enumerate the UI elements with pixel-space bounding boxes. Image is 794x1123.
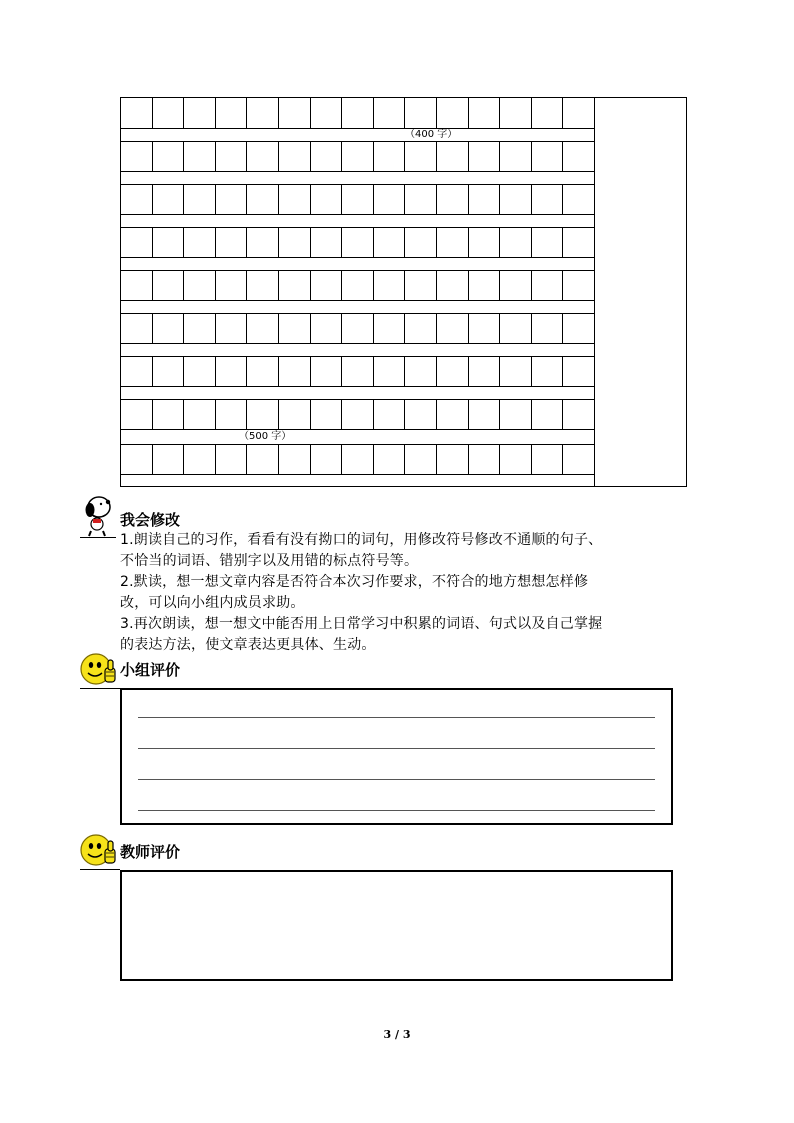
thumbs-up-smiley-icon <box>79 651 119 689</box>
grid-cell[interactable] <box>121 313 153 344</box>
grid-cell[interactable] <box>500 270 532 301</box>
grid-cell[interactable] <box>469 356 501 387</box>
grid-cell[interactable] <box>563 98 594 129</box>
grid-cell[interactable] <box>247 141 279 172</box>
grid-cell[interactable] <box>153 444 185 475</box>
grid-cell[interactable] <box>437 141 469 172</box>
grid-cell[interactable] <box>500 184 532 215</box>
teacher-eval-title: 教师评价 <box>120 843 181 861</box>
grid-cell[interactable] <box>500 227 532 258</box>
grid-cell[interactable] <box>279 227 311 258</box>
grid-cell[interactable] <box>216 356 248 387</box>
writing-grid <box>120 97 687 487</box>
grid-cell[interactable] <box>532 98 564 129</box>
grid-row <box>121 270 594 301</box>
grid-cell[interactable] <box>311 98 343 129</box>
grid-cell[interactable] <box>311 184 343 215</box>
grid-cell[interactable] <box>279 184 311 215</box>
grid-cell[interactable] <box>247 356 279 387</box>
grid-row <box>121 141 594 172</box>
grid-cell[interactable] <box>216 184 248 215</box>
grid-cell[interactable] <box>469 141 501 172</box>
grid-cell[interactable] <box>374 313 406 344</box>
grid-cell[interactable] <box>121 98 153 129</box>
page-number: 3 / 3 <box>383 1028 411 1041</box>
group-eval-title: 小组评价 <box>120 661 181 679</box>
grid-cell[interactable] <box>532 184 564 215</box>
title-underline <box>80 537 116 538</box>
grid-cell[interactable] <box>279 399 311 430</box>
grid-cell[interactable] <box>184 270 216 301</box>
grid-cell[interactable] <box>437 313 469 344</box>
grid-cell[interactable] <box>247 270 279 301</box>
grid-cell[interactable] <box>532 399 564 430</box>
grid-cell[interactable] <box>342 184 374 215</box>
grid-cell[interactable] <box>342 313 374 344</box>
grid-cell[interactable] <box>469 313 501 344</box>
grid-cell[interactable] <box>532 356 564 387</box>
grid-cell[interactable] <box>437 98 469 129</box>
grid-cell[interactable] <box>216 270 248 301</box>
grid-cell[interactable] <box>405 98 437 129</box>
grid-cell[interactable] <box>342 141 374 172</box>
grid-cell[interactable] <box>184 227 216 258</box>
grid-cell[interactable] <box>153 227 185 258</box>
grid-cell[interactable] <box>184 399 216 430</box>
grid-cell[interactable] <box>342 444 374 475</box>
grid-cell[interactable] <box>311 399 343 430</box>
grid-cell[interactable] <box>469 399 501 430</box>
grid-cell[interactable] <box>121 227 153 258</box>
grid-cell[interactable] <box>437 270 469 301</box>
grid-cell[interactable] <box>374 399 406 430</box>
grid-cell[interactable] <box>153 313 185 344</box>
grid-cell[interactable] <box>374 184 406 215</box>
grid-cell[interactable] <box>405 184 437 215</box>
grid-cell[interactable] <box>374 356 406 387</box>
grid-cell[interactable] <box>342 399 374 430</box>
grid-cell[interactable] <box>311 141 343 172</box>
grid-cell[interactable] <box>500 444 532 475</box>
grid-cell[interactable] <box>153 98 185 129</box>
grid-cell[interactable] <box>216 141 248 172</box>
grid-cell[interactable] <box>342 227 374 258</box>
grid-cell[interactable] <box>279 141 311 172</box>
thumbs-up-smiley-icon <box>79 832 119 870</box>
grid-cell[interactable] <box>405 270 437 301</box>
grid-row <box>121 98 594 129</box>
revise-line: 3.再次朗读，想一想文中能否用上日常学习中积累的词语、句式以及自己掌握 <box>120 616 603 632</box>
grid-cell[interactable] <box>469 444 501 475</box>
writing-line <box>138 779 655 780</box>
title-underline <box>80 688 120 689</box>
grid-cell[interactable] <box>469 270 501 301</box>
grid-cell[interactable] <box>563 184 594 215</box>
grid-cell[interactable] <box>311 356 343 387</box>
grid-cell[interactable] <box>311 444 343 475</box>
teacher-eval-box[interactable] <box>120 870 673 981</box>
grid-cell[interactable] <box>532 313 564 344</box>
grid-cell[interactable] <box>121 270 153 301</box>
grid-cell[interactable] <box>469 184 501 215</box>
grid-cell[interactable] <box>532 270 564 301</box>
grid-cell[interactable] <box>405 313 437 344</box>
grid-cell[interactable] <box>216 399 248 430</box>
grid-cell[interactable] <box>153 141 185 172</box>
grid-cell[interactable] <box>121 356 153 387</box>
grid-cell[interactable] <box>279 98 311 129</box>
grid-cell[interactable] <box>500 141 532 172</box>
grid-cell[interactable] <box>153 184 185 215</box>
revise-line: 的表达方法，使文章表达更具体、生动。 <box>120 637 376 653</box>
grid-cell[interactable] <box>216 313 248 344</box>
writing-line <box>138 717 655 718</box>
grid-cell[interactable] <box>405 399 437 430</box>
revise-line: 1.朗读自己的习作，看看有没有拗口的词句，用修改符号修改不通顺的句子、 <box>120 532 603 548</box>
grid-cell[interactable] <box>121 141 153 172</box>
grid-cell[interactable] <box>247 444 279 475</box>
grid-cell[interactable] <box>184 356 216 387</box>
grid-cell[interactable] <box>279 270 311 301</box>
grid-cell[interactable] <box>216 444 248 475</box>
grid-cell[interactable] <box>184 313 216 344</box>
grid-row <box>121 399 594 430</box>
grid-cell[interactable] <box>279 356 311 387</box>
grid-cell[interactable] <box>469 98 501 129</box>
revise-line: 改，可以向小组内成员求助。 <box>120 595 305 611</box>
grid-cell[interactable] <box>121 399 153 430</box>
grid-cell[interactable] <box>437 444 469 475</box>
grid-cell[interactable] <box>279 313 311 344</box>
revise-line: 2.默读，想一想文章内容是否符合本次习作要求，不符合的地方想想怎样修 <box>120 574 589 590</box>
grid-cell[interactable] <box>563 227 594 258</box>
revise-line: 不恰当的词语、错别字以及用错的标点符号等。 <box>120 553 419 569</box>
grid-cell[interactable] <box>405 356 437 387</box>
grid-cell[interactable] <box>374 141 406 172</box>
grid-cell[interactable] <box>374 98 406 129</box>
grid-row <box>121 356 594 387</box>
grid-cell[interactable] <box>247 399 279 430</box>
grid-cell[interactable] <box>500 356 532 387</box>
grid-cell[interactable] <box>121 444 153 475</box>
grid-cell[interactable] <box>563 356 594 387</box>
grid-cell[interactable] <box>437 227 469 258</box>
grid-cell[interactable] <box>247 227 279 258</box>
grid-cell[interactable] <box>405 141 437 172</box>
grid-cell[interactable] <box>342 270 374 301</box>
word-count-400: （400 字） <box>405 129 458 140</box>
word-count-500: （500 字） <box>239 431 292 442</box>
grid-cell[interactable] <box>311 227 343 258</box>
grid-cell[interactable] <box>532 141 564 172</box>
grid-row <box>121 184 594 215</box>
writing-line <box>138 748 655 749</box>
grid-cell[interactable] <box>184 141 216 172</box>
grid-cell[interactable] <box>374 444 406 475</box>
grid-cell[interactable] <box>563 399 594 430</box>
revise-title: 我会修改 <box>120 511 181 529</box>
grid-cell[interactable] <box>563 141 594 172</box>
grid-cell[interactable] <box>437 399 469 430</box>
grid-cell[interactable] <box>153 270 185 301</box>
grid-cell[interactable] <box>216 98 248 129</box>
grid-cell[interactable] <box>121 184 153 215</box>
grid-bottom-line <box>121 486 594 487</box>
revise-instructions <box>120 530 680 656</box>
grid-cell[interactable] <box>311 313 343 344</box>
group-eval-box[interactable] <box>120 688 673 825</box>
grid-cell[interactable] <box>184 98 216 129</box>
grid-margin-divider <box>594 98 595 486</box>
grid-row <box>121 313 594 344</box>
grid-cell[interactable] <box>153 356 185 387</box>
grid-cell[interactable] <box>563 270 594 301</box>
grid-cell[interactable] <box>247 98 279 129</box>
grid-cell[interactable] <box>532 444 564 475</box>
grid-cell[interactable] <box>342 356 374 387</box>
grid-cell[interactable] <box>405 444 437 475</box>
grid-row <box>121 227 594 258</box>
grid-cell[interactable] <box>563 444 594 475</box>
grid-cell[interactable] <box>500 98 532 129</box>
grid-cell[interactable] <box>374 227 406 258</box>
grid-cell[interactable] <box>469 227 501 258</box>
grid-cell[interactable] <box>184 184 216 215</box>
grid-cell[interactable] <box>437 184 469 215</box>
grid-cell[interactable] <box>279 444 311 475</box>
grid-cell[interactable] <box>500 399 532 430</box>
grid-cell[interactable] <box>247 313 279 344</box>
grid-cell[interactable] <box>374 270 406 301</box>
grid-row <box>121 444 594 475</box>
grid-cell[interactable] <box>153 399 185 430</box>
grid-cell[interactable] <box>405 227 437 258</box>
writing-line <box>138 810 655 811</box>
grid-cell[interactable] <box>247 184 279 215</box>
grid-cell[interactable] <box>532 227 564 258</box>
grid-cell[interactable] <box>563 313 594 344</box>
grid-cell[interactable] <box>311 270 343 301</box>
grid-cell[interactable] <box>184 444 216 475</box>
grid-cell[interactable] <box>437 356 469 387</box>
snoopy-dog-icon <box>77 493 117 537</box>
grid-cell[interactable] <box>342 98 374 129</box>
grid-cell[interactable] <box>216 227 248 258</box>
title-underline <box>80 869 120 870</box>
grid-cell[interactable] <box>500 313 532 344</box>
